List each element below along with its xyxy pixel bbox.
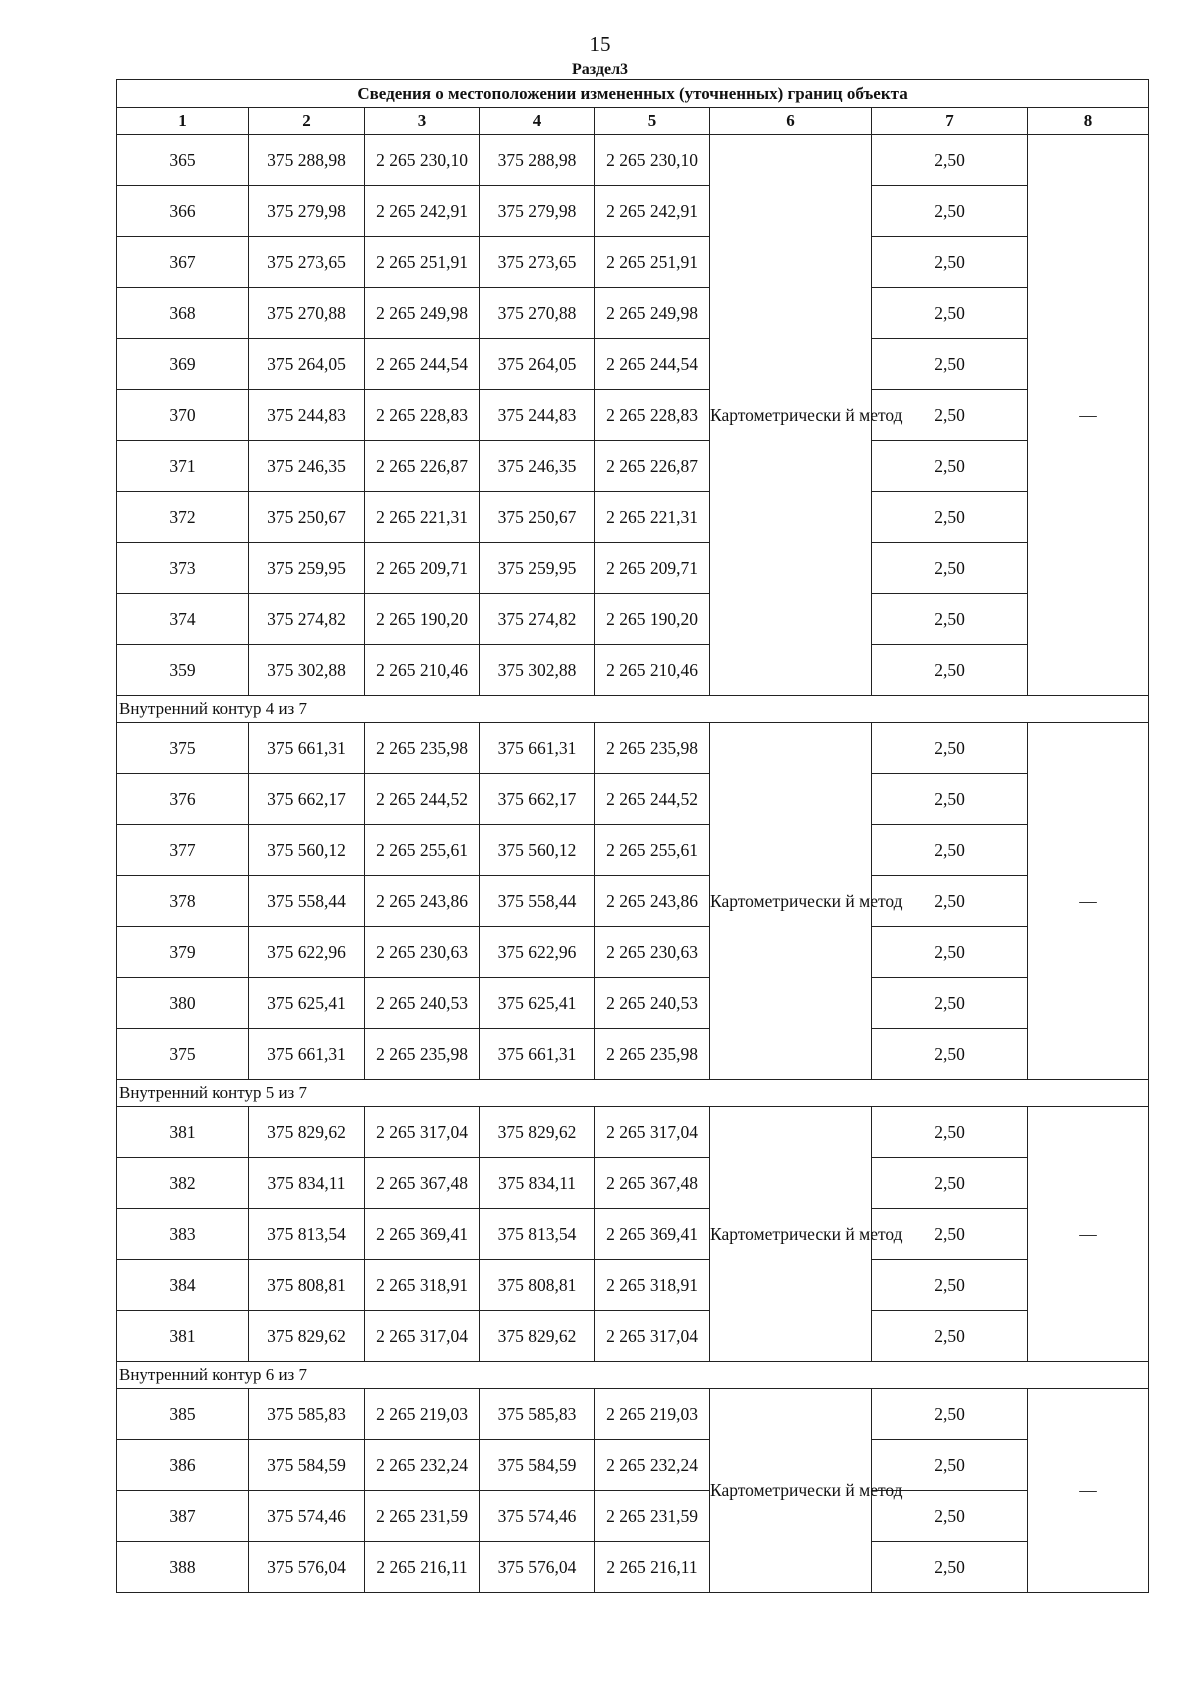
y-old-cell: 2 265 210,46: [365, 645, 480, 696]
table-row: [117, 723, 1149, 774]
section-title: Раздел3: [571, 61, 629, 78]
x-old-cell: 375 246,35: [249, 441, 365, 492]
column-header-8: 8: [1028, 108, 1149, 135]
x-new-cell: 375 576,04: [480, 1542, 595, 1593]
x-old-cell: 375 273,65: [249, 237, 365, 288]
x-new-cell: 375 808,81: [480, 1260, 595, 1311]
y-new-cell: 2 265 228,83: [595, 390, 710, 441]
y-new-cell: 2 265 317,04: [595, 1311, 710, 1362]
y-new-cell: 2 265 251,91: [595, 237, 710, 288]
table-row: [117, 237, 1149, 288]
x-new-cell: 375 288,98: [480, 135, 595, 186]
column-header-2: 2: [249, 108, 365, 135]
y-new-cell: 2 265 210,46: [595, 645, 710, 696]
y-old-cell: 2 265 240,53: [365, 978, 480, 1029]
column-header-6: 6: [710, 108, 872, 135]
y-new-cell: 2 265 230,63: [595, 927, 710, 978]
y-old-cell: 2 265 255,61: [365, 825, 480, 876]
accuracy-cell: 2,50: [872, 927, 1028, 978]
table-row: [117, 825, 1149, 876]
x-old-cell: 375 661,31: [249, 723, 365, 774]
table-title: Сведения о местоположении измененных (уточненных) границ объекта: [117, 80, 1149, 108]
table-row: [117, 288, 1149, 339]
y-new-cell: 2 265 249,98: [595, 288, 710, 339]
boundary-coordinates-table: [116, 79, 1149, 1593]
accuracy-cell: 2,50: [872, 1389, 1028, 1440]
column-header-3: 3: [365, 108, 480, 135]
x-new-cell: 375 622,96: [480, 927, 595, 978]
y-old-cell: 2 265 235,98: [365, 1029, 480, 1080]
y-old-cell: 2 265 244,52: [365, 774, 480, 825]
note-cell: —: [1028, 1107, 1149, 1362]
x-old-cell: 375 829,62: [249, 1107, 365, 1158]
contour-label-row: [117, 1362, 1149, 1389]
y-new-cell: 2 265 235,98: [595, 723, 710, 774]
x-old-cell: 375 560,12: [249, 825, 365, 876]
accuracy-cell: 2,50: [872, 186, 1028, 237]
y-new-cell: 2 265 230,10: [595, 135, 710, 186]
table-row: [117, 1029, 1149, 1080]
note-cell: —: [1028, 135, 1149, 696]
x-new-cell: 375 259,95: [480, 543, 595, 594]
x-old-cell: 375 244,83: [249, 390, 365, 441]
y-old-cell: 2 265 369,41: [365, 1209, 480, 1260]
x-new-cell: 375 813,54: [480, 1209, 595, 1260]
x-new-cell: 375 244,83: [480, 390, 595, 441]
x-old-cell: 375 625,41: [249, 978, 365, 1029]
x-new-cell: 375 246,35: [480, 441, 595, 492]
table-row: [117, 1209, 1149, 1260]
x-old-cell: 375 622,96: [249, 927, 365, 978]
point-number-cell: 359: [117, 645, 249, 696]
accuracy-cell: 2,50: [872, 135, 1028, 186]
point-number-cell: 385: [117, 1389, 249, 1440]
x-new-cell: 375 661,31: [480, 723, 595, 774]
point-number-cell: 381: [117, 1107, 249, 1158]
x-new-cell: 375 274,82: [480, 594, 595, 645]
y-old-cell: 2 265 242,91: [365, 186, 480, 237]
x-new-cell: 375 250,67: [480, 492, 595, 543]
x-old-cell: 375 264,05: [249, 339, 365, 390]
point-number-cell: 375: [117, 1029, 249, 1080]
y-new-cell: 2 265 190,20: [595, 594, 710, 645]
accuracy-cell: 2,50: [872, 492, 1028, 543]
accuracy-cell: 2,50: [872, 876, 1028, 927]
contour-label: Внутренний контур 4 из 7: [117, 696, 1149, 723]
point-number-cell: 366: [117, 186, 249, 237]
page-number: 15: [589, 32, 611, 56]
table-row: [117, 978, 1149, 1029]
x-old-cell: 375 274,82: [249, 594, 365, 645]
table-row: [117, 1440, 1149, 1491]
accuracy-cell: 2,50: [872, 390, 1028, 441]
table-row: [117, 492, 1149, 543]
accuracy-cell: 2,50: [872, 1440, 1028, 1491]
y-old-cell: 2 265 249,98: [365, 288, 480, 339]
accuracy-cell: 2,50: [872, 1311, 1028, 1362]
accuracy-cell: 2,50: [872, 723, 1028, 774]
y-old-cell: 2 265 317,04: [365, 1311, 480, 1362]
contour-label-row: [117, 696, 1149, 723]
point-number-cell: 388: [117, 1542, 249, 1593]
y-old-cell: 2 265 367,48: [365, 1158, 480, 1209]
y-old-cell: 2 265 231,59: [365, 1491, 480, 1542]
accuracy-cell: 2,50: [872, 288, 1028, 339]
accuracy-cell: 2,50: [872, 1029, 1028, 1080]
contour-label: Внутренний контур 5 из 7: [117, 1080, 1149, 1107]
table-row: [117, 441, 1149, 492]
column-header-5: 5: [595, 108, 710, 135]
point-number-cell: 368: [117, 288, 249, 339]
accuracy-cell: 2,50: [872, 1260, 1028, 1311]
method-cell: Картометрически й метод: [710, 723, 872, 1080]
y-new-cell: 2 265 318,91: [595, 1260, 710, 1311]
x-new-cell: 375 279,98: [480, 186, 595, 237]
point-number-cell: 369: [117, 339, 249, 390]
accuracy-cell: 2,50: [872, 441, 1028, 492]
table-row: [117, 774, 1149, 825]
note-cell: —: [1028, 1389, 1149, 1593]
x-new-cell: 375 585,83: [480, 1389, 595, 1440]
accuracy-cell: 2,50: [872, 1542, 1028, 1593]
y-old-cell: 2 265 216,11: [365, 1542, 480, 1593]
x-old-cell: 375 585,83: [249, 1389, 365, 1440]
y-new-cell: 2 265 369,41: [595, 1209, 710, 1260]
accuracy-cell: 2,50: [872, 594, 1028, 645]
table-row: [117, 927, 1149, 978]
contour-label-row: [117, 1080, 1149, 1107]
x-old-cell: 375 829,62: [249, 1311, 365, 1362]
x-old-cell: 375 302,88: [249, 645, 365, 696]
y-new-cell: 2 265 242,91: [595, 186, 710, 237]
y-old-cell: 2 265 251,91: [365, 237, 480, 288]
contour-label: Внутренний контур 6 из 7: [117, 1362, 1149, 1389]
note-cell: —: [1028, 723, 1149, 1080]
accuracy-cell: 2,50: [872, 1491, 1028, 1542]
x-new-cell: 375 834,11: [480, 1158, 595, 1209]
table-row: [117, 645, 1149, 696]
accuracy-cell: 2,50: [872, 825, 1028, 876]
column-header-4: 4: [480, 108, 595, 135]
method-cell: Картометрически й метод: [710, 1389, 872, 1593]
x-old-cell: 375 813,54: [249, 1209, 365, 1260]
point-number-cell: 384: [117, 1260, 249, 1311]
y-old-cell: 2 265 318,91: [365, 1260, 480, 1311]
x-new-cell: 375 661,31: [480, 1029, 595, 1080]
y-old-cell: 2 265 226,87: [365, 441, 480, 492]
x-old-cell: 375 288,98: [249, 135, 365, 186]
accuracy-cell: 2,50: [872, 237, 1028, 288]
table-row: [117, 1260, 1149, 1311]
point-number-cell: 367: [117, 237, 249, 288]
point-number-cell: 381: [117, 1311, 249, 1362]
point-number-cell: 387: [117, 1491, 249, 1542]
accuracy-cell: 2,50: [872, 1209, 1028, 1260]
x-new-cell: 375 829,62: [480, 1311, 595, 1362]
y-new-cell: 2 265 244,52: [595, 774, 710, 825]
y-new-cell: 2 265 226,87: [595, 441, 710, 492]
y-new-cell: 2 265 235,98: [595, 1029, 710, 1080]
accuracy-cell: 2,50: [872, 774, 1028, 825]
y-old-cell: 2 265 243,86: [365, 876, 480, 927]
point-number-cell: 382: [117, 1158, 249, 1209]
y-old-cell: 2 265 221,31: [365, 492, 480, 543]
x-old-cell: 375 834,11: [249, 1158, 365, 1209]
x-old-cell: 375 558,44: [249, 876, 365, 927]
point-number-cell: 376: [117, 774, 249, 825]
accuracy-cell: 2,50: [872, 1158, 1028, 1209]
x-new-cell: 375 560,12: [480, 825, 595, 876]
y-new-cell: 2 265 240,53: [595, 978, 710, 1029]
table-row: [117, 339, 1149, 390]
y-old-cell: 2 265 230,63: [365, 927, 480, 978]
y-new-cell: 2 265 243,86: [595, 876, 710, 927]
x-old-cell: 375 574,46: [249, 1491, 365, 1542]
accuracy-cell: 2,50: [872, 339, 1028, 390]
y-old-cell: 2 265 317,04: [365, 1107, 480, 1158]
table-row: [117, 135, 1149, 186]
x-new-cell: 375 829,62: [480, 1107, 595, 1158]
y-new-cell: 2 265 221,31: [595, 492, 710, 543]
table-row: [117, 1542, 1149, 1593]
accuracy-cell: 2,50: [872, 978, 1028, 1029]
accuracy-cell: 2,50: [872, 1107, 1028, 1158]
y-old-cell: 2 265 219,03: [365, 1389, 480, 1440]
point-number-cell: 379: [117, 927, 249, 978]
x-old-cell: 375 662,17: [249, 774, 365, 825]
x-old-cell: 375 808,81: [249, 1260, 365, 1311]
y-new-cell: 2 265 232,24: [595, 1440, 710, 1491]
point-number-cell: 371: [117, 441, 249, 492]
y-new-cell: 2 265 209,71: [595, 543, 710, 594]
x-old-cell: 375 259,95: [249, 543, 365, 594]
y-new-cell: 2 265 317,04: [595, 1107, 710, 1158]
method-cell: Картометрически й метод: [710, 135, 872, 696]
x-new-cell: 375 574,46: [480, 1491, 595, 1542]
x-new-cell: 375 273,65: [480, 237, 595, 288]
column-header-7: 7: [872, 108, 1028, 135]
y-new-cell: 2 265 255,61: [595, 825, 710, 876]
accuracy-cell: 2,50: [872, 645, 1028, 696]
y-old-cell: 2 265 209,71: [365, 543, 480, 594]
point-number-cell: 377: [117, 825, 249, 876]
table-row: [117, 1491, 1149, 1542]
point-number-cell: 386: [117, 1440, 249, 1491]
y-new-cell: 2 265 216,11: [595, 1542, 710, 1593]
accuracy-cell: 2,50: [872, 543, 1028, 594]
x-new-cell: 375 302,88: [480, 645, 595, 696]
point-number-cell: 373: [117, 543, 249, 594]
y-new-cell: 2 265 244,54: [595, 339, 710, 390]
point-number-cell: 378: [117, 876, 249, 927]
table-row: [117, 186, 1149, 237]
x-old-cell: 375 584,59: [249, 1440, 365, 1491]
point-number-cell: 374: [117, 594, 249, 645]
x-old-cell: 375 576,04: [249, 1542, 365, 1593]
point-number-cell: 365: [117, 135, 249, 186]
y-old-cell: 2 265 228,83: [365, 390, 480, 441]
y-old-cell: 2 265 190,20: [365, 594, 480, 645]
table-row: [117, 1158, 1149, 1209]
point-number-cell: 370: [117, 390, 249, 441]
y-old-cell: 2 265 235,98: [365, 723, 480, 774]
x-new-cell: 375 662,17: [480, 774, 595, 825]
y-new-cell: 2 265 219,03: [595, 1389, 710, 1440]
x-new-cell: 375 270,88: [480, 288, 595, 339]
table-row: [117, 1311, 1149, 1362]
x-new-cell: 375 264,05: [480, 339, 595, 390]
table-row: [117, 594, 1149, 645]
column-header-1: 1: [117, 108, 249, 135]
point-number-cell: 375: [117, 723, 249, 774]
table-row: [117, 876, 1149, 927]
method-cell: Картометрически й метод: [710, 1107, 872, 1362]
point-number-cell: 380: [117, 978, 249, 1029]
table-row: [117, 390, 1149, 441]
x-new-cell: 375 558,44: [480, 876, 595, 927]
table-row: [117, 1389, 1149, 1440]
y-new-cell: 2 265 231,59: [595, 1491, 710, 1542]
x-old-cell: 375 279,98: [249, 186, 365, 237]
y-new-cell: 2 265 367,48: [595, 1158, 710, 1209]
point-number-cell: 372: [117, 492, 249, 543]
point-number-cell: 383: [117, 1209, 249, 1260]
x-old-cell: 375 270,88: [249, 288, 365, 339]
table-row: [117, 543, 1149, 594]
y-old-cell: 2 265 230,10: [365, 135, 480, 186]
x-old-cell: 375 250,67: [249, 492, 365, 543]
x-new-cell: 375 584,59: [480, 1440, 595, 1491]
y-old-cell: 2 265 232,24: [365, 1440, 480, 1491]
y-old-cell: 2 265 244,54: [365, 339, 480, 390]
table-row: [117, 1107, 1149, 1158]
x-new-cell: 375 625,41: [480, 978, 595, 1029]
x-old-cell: 375 661,31: [249, 1029, 365, 1080]
